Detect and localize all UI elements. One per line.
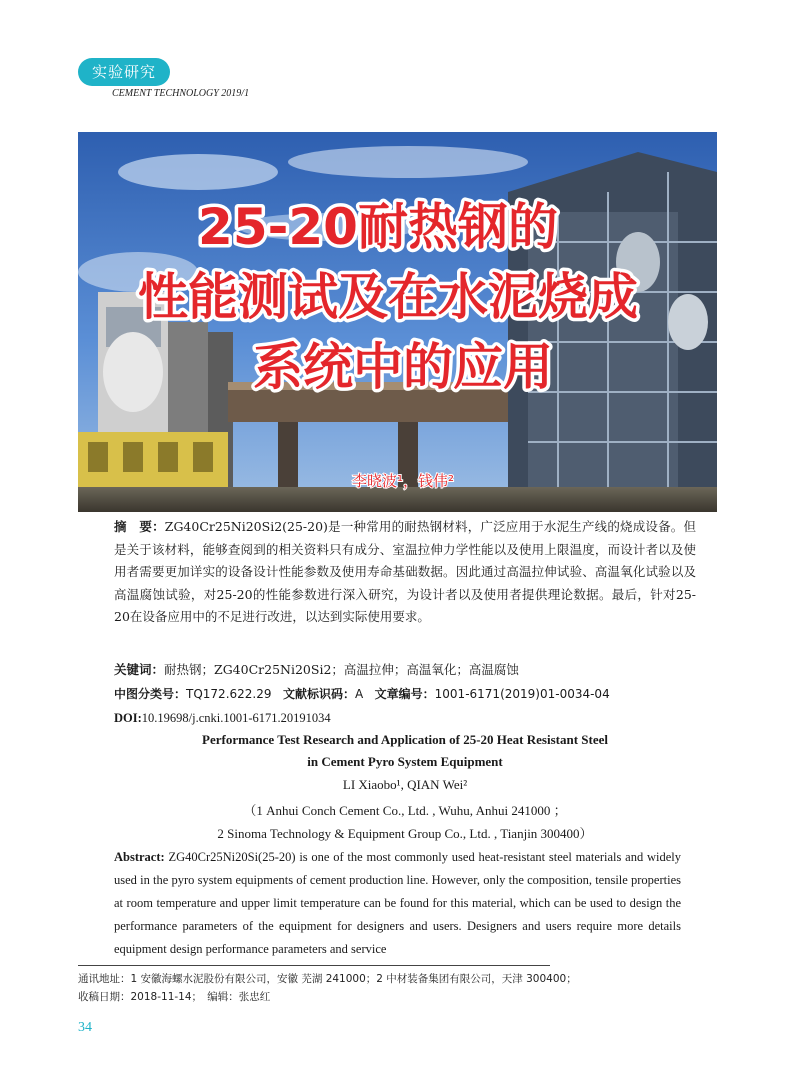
hero-authors: 李晓波¹，钱伟² [351,472,455,490]
article-number-label: 文章编号： [374,687,435,701]
hero-title-line-2: 性能测试及在水泥烧成 [138,268,638,326]
industrial-plant-illustration [78,132,717,512]
abstract-cn [114,516,696,629]
article-number-value: 1001-6171(2019)01-0034-04 [434,687,610,701]
abstract-cn-text: ZG40Cr25Ni20Si2(25-20)是一种常用的耐热钢材料，广泛应用于水泥生产线的烧成设备。但是关于该材料，能够查阅到的相关资料只有成分、室温拉伸力学性能以及使用上限温度，而设计者以及使用者需要更加详实的设备设计性能参数及使用寿命基础数据。因此通过高温拉伸试验、高温氧化试验以及高温腐蚀试验，对25-20的性能参数进行深入研究，为设计者以及使用者提供理论数据。最后，针对25-20在设备应用中的不足进行改进，以达到实际使用要求。 [114,519,696,624]
english-title-line-2: in Cement Pyro System Equipment [307,754,503,769]
hero-title-line-1: 25-20耐热钢的 [198,198,558,256]
doi-value: 10.19698/j.cnki.1001-6171.20191034 [141,711,331,725]
keywords [114,659,696,682]
abstract-cn-label: 摘 要： [114,519,165,534]
english-affiliation-2: 2 Sinoma Technology & Equipment Group Co., Ltd. , Tianjin 300400） [217,826,593,841]
journal-name: CEMENT TECHNOLOGY 2019/1 [112,88,250,99]
footnote-received: 收稿日期：2018-11-14； 编辑：张忠红 [78,991,271,1003]
doc-code-value: A [354,687,364,701]
abstract-en [114,846,681,961]
clc-value: TQ172.622.29 [186,687,272,701]
doi-label: DOI: [114,711,142,725]
footnote-divider [78,965,550,966]
hero-title-line-3: 系统中的应用 [253,338,553,396]
english-affiliation-1: （1 Anhui Conch Cement Co., Ltd. , Wuhu, Anhui 241000 ； [243,803,567,818]
classification-line [114,683,696,706]
abstract-en-label: Abstract: [114,850,165,864]
clc-label: 中图分类号： [114,687,187,701]
page-number: 34 [78,1020,92,1035]
footnote-address: 通讯地址：1 安徽海螺水泥股份有限公司，安徽 芜湖 241000；2 中材装备集团有限公司，天津 300400； [78,973,577,985]
keywords-text: 耐热钢；ZG40Cr25Ni20Si2；高温拉伸；高温氧化；高温腐蚀 [164,662,519,677]
english-title-line-1: Performance Test Research and Application of 25-20 Heat Resistant Steel [202,732,608,747]
doc-code-label: 文献标识码： [282,687,355,701]
hero-image [78,132,717,512]
doi-line [114,707,696,730]
keywords-label: 关键词： [114,662,165,677]
english-authors: LI Xiaobo¹, QIAN Wei² [342,777,468,792]
section-badge: 实验研究 [78,58,170,86]
abstract-en-text: ZG40Cr25Ni20Si(25-20) is one of the most commonly used heat-resistant steel materials and widely used in the pyro system equipments of cement production line. However, only the composition, tensile properties at room temperature and upper limit temperature can be found for this material, which can be used to design the performance parameters of the equipment for designers and users. Designers and users require more details equipment design performance parameters and service [114,850,682,956]
